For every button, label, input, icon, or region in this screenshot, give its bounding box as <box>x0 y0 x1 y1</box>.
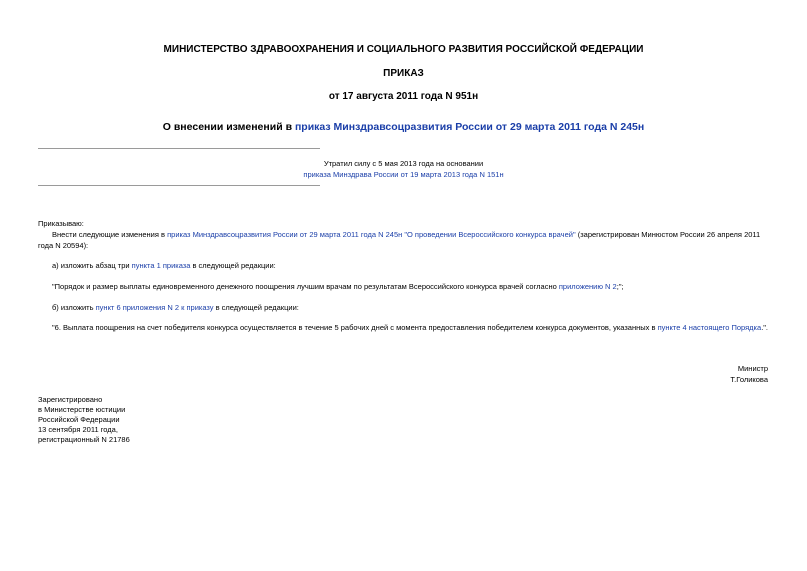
item-a-text <box>52 281 624 292</box>
item-a <box>52 260 276 271</box>
subject-link[interactable]: приказ Минздравсоцразвития России от 29 марта 2011 года N 245н <box>294 121 645 133</box>
signature-title: Министр <box>737 364 768 373</box>
main-suffix: (зарегистрирован Минюстом России 26 апреля 2011 года N 20594): <box>38 230 761 250</box>
main-paragraph <box>38 229 770 251</box>
item-a-link[interactable]: пункта 1 приказа <box>131 261 191 270</box>
item-a-text-prefix: "Порядок и размер выплаты единовременного денежного поощрения лучшим врачам по результатам Всероссийского конкурса врачей согласно <box>52 282 559 291</box>
registration-block <box>38 395 130 445</box>
registration-line: в Министерстве юстиции <box>38 405 126 414</box>
signature-name: Т.Голикова <box>730 375 768 384</box>
item-b-text-prefix: "6. Выплата поощрения на счет победителя конкурса осуществляется в течение 5 рабочих дней с момента предоставления победителем конкурса документов, указанных в <box>52 323 658 332</box>
registration-line: Зарегистрировано <box>38 395 103 404</box>
item-b-link[interactable]: пункт 6 приложения N 2 к приказу <box>95 303 214 312</box>
registration-line: регистрационный N 21786 <box>38 435 130 444</box>
order-word: Приказываю: <box>38 219 84 228</box>
registration-line: Российской Федерации <box>38 415 120 424</box>
subject-heading <box>0 121 807 133</box>
status-note-line2 <box>0 170 807 179</box>
item-b-prefix: б) изложить <box>52 303 96 312</box>
divider-bottom <box>38 185 320 186</box>
ministry-heading: МИНИСТЕРСТВО ЗДРАВООХРАНЕНИЯ И СОЦИАЛЬНОГО РАЗВИТИЯ РОССИЙСКОЙ ФЕДЕРАЦИИ <box>163 44 644 55</box>
item-b-text-suffix: .". <box>761 323 769 332</box>
item-a-text-link[interactable]: приложению N 2 <box>558 282 617 291</box>
item-b-suffix: в следующей редакции: <box>213 303 299 312</box>
divider-top <box>38 148 320 149</box>
date-number-heading: от 17 августа 2011 года N 951н <box>328 91 479 102</box>
item-b <box>52 302 299 313</box>
status-note-line1: Утратил силу с 5 мая 2013 года на основании <box>323 159 484 168</box>
item-a-prefix: а) изложить абзац три <box>52 261 132 270</box>
item-b-text-link[interactable]: пункте 4 настоящего Порядка <box>657 323 762 332</box>
main-prefix: Внести следующие изменения в <box>52 230 168 239</box>
item-b-text <box>52 322 768 333</box>
main-order-link[interactable]: приказ Минздравсоцразвития России от 29 марта 2011 года N 245н "О проведении Всероссийского конкурса врачей" <box>167 230 576 239</box>
item-a-text-suffix: ;"; <box>616 282 624 291</box>
registration-line: 13 сентября 2011 года, <box>38 425 118 434</box>
doc-type-heading: ПРИКАЗ <box>383 68 424 79</box>
subject-prefix: О внесении изменений в <box>162 121 295 133</box>
item-a-suffix: в следующей редакции: <box>190 261 276 270</box>
repeal-order-link[interactable]: приказа Минздрава России от 19 марта 2013 года N 151н <box>303 170 504 179</box>
